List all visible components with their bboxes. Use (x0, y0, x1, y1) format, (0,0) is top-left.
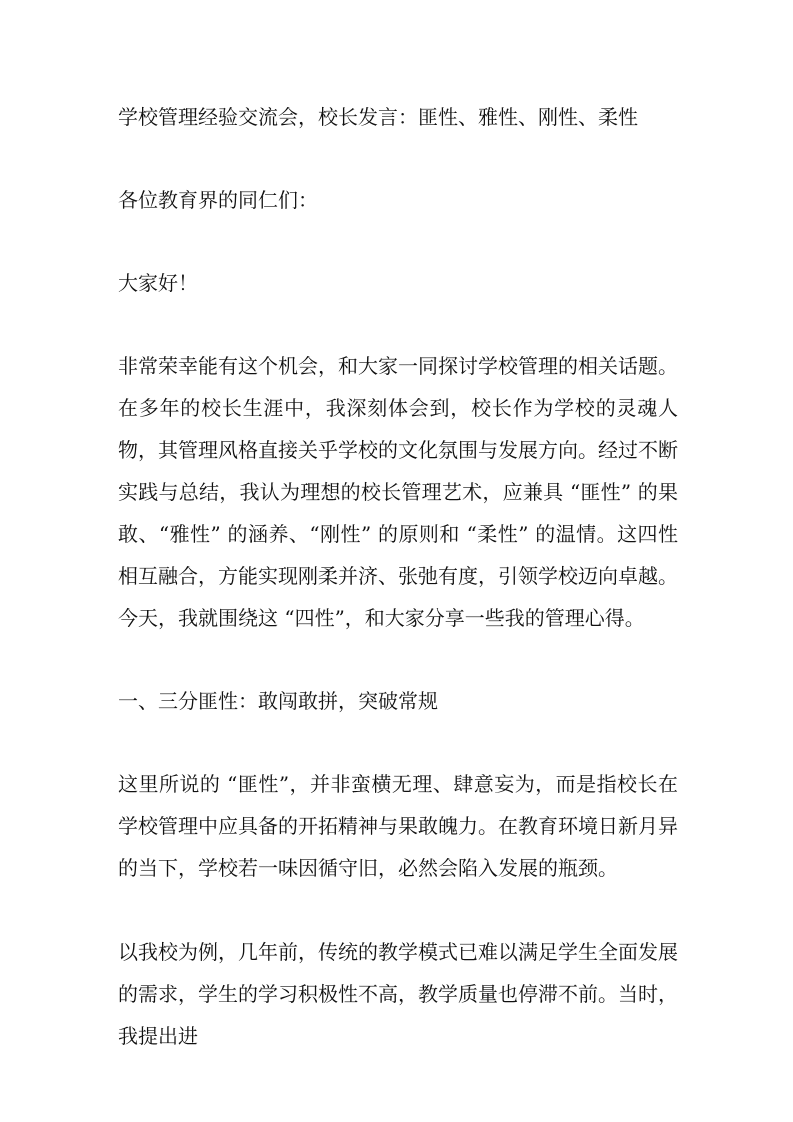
section-heading: 一、三分匪性：敢闯敢拼，突破常规 (118, 689, 438, 713)
body-paragraph: 以我校为例，几年前，传统的教学模式已难以满足学生全面发展的需求，学生的学习积极性不高，教学质量也停滞不前。当时，我提出进 (118, 940, 678, 1048)
intro-paragraph: 非常荣幸能有这个机会，和大家一同探讨学校管理的相关话题。在多年的校长生涯中，我深刻体会到，校长作为学校的灵魂人物，其管理风格直接关乎学校的文化氛围与发展方向。经过不断实践与总结，我认为理想的校长管理艺术，应兼具 “匪性” 的果敢、“雅性” 的涵养、“刚性” 的原则和 “柔性” 的温情。这四性相互融合，方能实现刚柔并济、张弛有度，引领学校迈向卓越。今天，我就围绕这 “四性”，和大家分享一些我的管理心得。 (118, 354, 678, 630)
body-paragraph: 这里所说的 “匪性”，并非蛮横无理、肆意妄为，而是指校长在学校管理中应具备的开拓精神与果敢魄力。在教育环境日新月异的当下，学校若一味因循守旧，必然会陷入发展的瓶颈。 (118, 772, 678, 880)
greeting: 大家好！ (118, 271, 198, 295)
salutation: 各位教育界的同仁们： (118, 188, 318, 212)
document-title: 学校管理经验交流会，校长发言：匪性、雅性、刚性、柔性 (118, 105, 638, 129)
